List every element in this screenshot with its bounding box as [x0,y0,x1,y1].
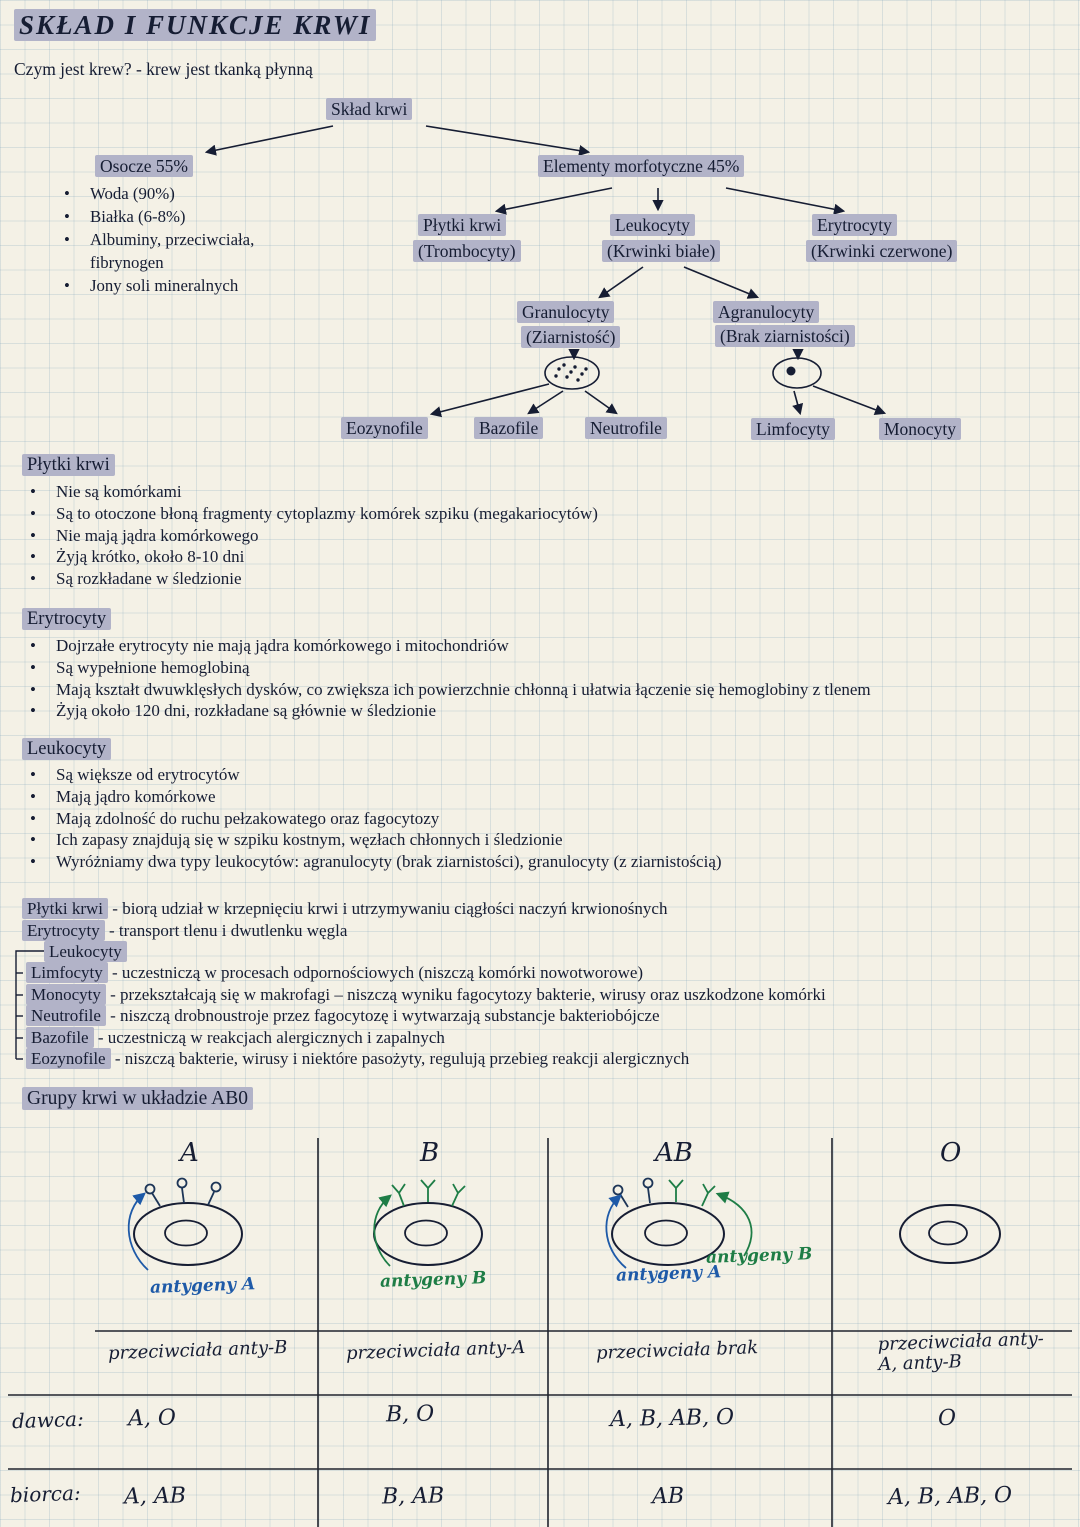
node-osocze: Osocze 55% [95,156,193,177]
section-title-erytrocyty: Erytrocyty [22,609,111,630]
node-erytrocyty: Erytrocyty [812,215,897,236]
section-title-leukocyty: Leukocyty [22,739,111,760]
antigen-label-ab-a: antygeny A [615,1262,722,1286]
bullet-item: • Są to otoczone błoną fragmenty cytoplazmy komórek szpiku (megakariocytów) [24,503,1056,525]
node-agranulocyty: Agranulocyty [713,302,819,323]
column-header-b: B [420,1138,440,1168]
bullet-item: • Są wypełnione hemoglobiną [24,657,1064,679]
function-eozynofile: Eozynofile - niszczą bakterie, wirusy i niektóre pasożyty, regulują przebieg reakcji alergicznych [26,1049,689,1069]
section-leukocyty-list [24,764,1064,873]
blood-cell-b-drawing [374,1180,482,1266]
node-granulocyty-sub: (Ziarnistość) [521,327,620,348]
dawca-o: O [937,1405,957,1432]
function-monocyty: Monocyty - przekształcają się w makrofagi – niszczą wyniku fagocytozy bakterie, wirusy oraz uszkodzone komórki [26,985,826,1005]
blood-cell-a-drawing [129,1179,242,1271]
dawca-b: B, O [385,1401,435,1428]
agranulocyte-cell-icon [773,358,821,388]
node-sklad-krwi: Skład krwi [326,99,412,120]
osocze-list [58,182,308,297]
osocze-item: • Woda (90%) [58,182,308,205]
biorca-b: B, AB [381,1483,445,1510]
bullet-item: • Ich zapasy znajdują się w szpiku kostnym, węzłach chłonnych i śledzionie [24,829,1064,851]
column-header-o: O [940,1138,962,1168]
antigen-label-ab-b: antygeny B [705,1244,813,1268]
blood-groups-title: Grupy krwi w układzie AB0 [22,1088,253,1110]
bullet-item: • Dojrzałe erytrocyty nie mają jądra komórkowego i mitochondriów [24,635,1064,657]
bullet-item: • Żyją krótko, około 8-10 dni [24,546,1056,568]
function-plytki: Płytki krwi - biorą udział w krzepnięciu krwi i utrzymywaniu ciągłości naczyń krwionośnych [22,899,667,919]
node-granulocyty: Granulocyty [517,302,614,323]
biorca-o: A, B, AB, O [887,1482,1013,1511]
antibody-o: przeciwciała anty-A, anty-B [877,1328,1045,1376]
dawca-ab: A, B, AB, O [609,1404,735,1433]
section-erytrocyty-list [24,635,1064,722]
function-plytki-text: - biorą udział w krzepnięciu krwi i utrzymywaniu ciągłości naczyń krwionośnych [112,899,668,918]
page-title-text: SKŁAD I FUNKCJE KRWI [14,9,376,41]
node-leukocyty-sub: (Krwinki białe) [602,241,720,262]
osocze-item: • Białka (6-8%) [58,205,308,228]
section-title-plytki: Płytki krwi [22,455,115,476]
node-monocyty: Monocyty [879,419,961,440]
bullet-item: • Są rozkładane w śledzionie [24,568,1056,590]
function-erytrocyty-text: - transport tlenu i dwutlenku węgla [108,921,348,940]
bullet-item: • Mają kształt dwuwklęsłych dysków, co zwiększa ich powierzchnie chłonną i ułatwia łączenie się hemoglobiny z tlenem [24,679,1064,701]
node-elementy-morfotyczne: Elementy morfotyczne 45% [538,156,744,177]
node-leukocyty: Leukocyty [610,215,695,236]
bullet-item: • Nie są komórkami [24,481,1056,503]
node-neutrofile: Neutrofile [585,418,667,439]
antibody-b: przeciwciała anty-A [345,1336,526,1365]
node-limfocyty: Limfocyty [751,419,835,440]
antibody-ab: przeciwciała brak [595,1337,759,1364]
function-erytrocyty: Erytrocyty - transport tlenu i dwutlenku węgla [22,921,347,941]
antibody-a: przeciwciała anty-B [107,1336,288,1365]
osocze-item: • Albuminy, przeciwciała, fibrynogen [58,228,308,274]
osocze-item: • Jony soli mineralnych [58,274,308,297]
node-plytki-krwi: Płytki krwi [418,215,506,236]
node-eozynofile: Eozynofile [341,418,428,439]
granulocyte-cell-icon [545,357,599,389]
antigen-label-b: antygeny B [379,1268,487,1292]
row-label-dawca: dawca: [11,1406,85,1434]
antigen-label-a: antygeny A [149,1274,256,1298]
section-plytki-list [24,481,1056,590]
bullet-item: • Wyróżniamy dwa typy leukocytów: agranulocyty (brak ziarnistości), granulocyty (z ziarnistością) [24,851,1064,873]
bullet-item: • Nie mają jądra komórkowego [24,525,1056,547]
node-agranulocyty-sub: (Brak ziarnistości) [715,326,855,347]
node-plytki-krwi-sub: (Trombocyty) [413,241,521,262]
biorca-a: A, AB [123,1483,187,1510]
bullet-item: • Mają jądro komórkowe [24,786,1064,808]
function-neutrofile: Neutrofile - niszczą drobnoustroje przez fagocytozę i wytwarzają substancje bakteriobójcze [26,1006,660,1026]
row-label-biorca: biorca: [9,1480,82,1508]
column-header-a: A [180,1138,199,1168]
node-bazofile: Bazofile [474,418,543,439]
function-leukocyty-header: Leukocyty [44,942,127,962]
page-title [14,10,376,41]
column-header-ab: AB [655,1138,693,1168]
bullet-item: • Są większe od erytrocytów [24,764,1064,786]
intro-text: Czym jest krew? - krew jest tkanką płynną [14,59,313,79]
dawca-a: A, O [127,1405,177,1432]
blood-cell-o-drawing [900,1205,1000,1263]
bullet-item: • Mają zdolność do ruchu pełzakowatego oraz fagocytozy [24,808,1064,830]
function-bazofile: Bazofile - uczestniczą w reakcjach alergicznych i zapalnych [26,1028,445,1048]
node-erytrocyty-sub: (Krwinki czerwone) [806,241,957,262]
biorca-ab: AB [651,1483,685,1510]
function-limfocyty: Limfocyty - uczestniczą w procesach odpornościowych (niszczą komórki nowotworowe) [26,963,643,983]
bullet-item: • Żyją około 120 dni, rozkładane są głównie w śledzionie [24,700,1064,722]
